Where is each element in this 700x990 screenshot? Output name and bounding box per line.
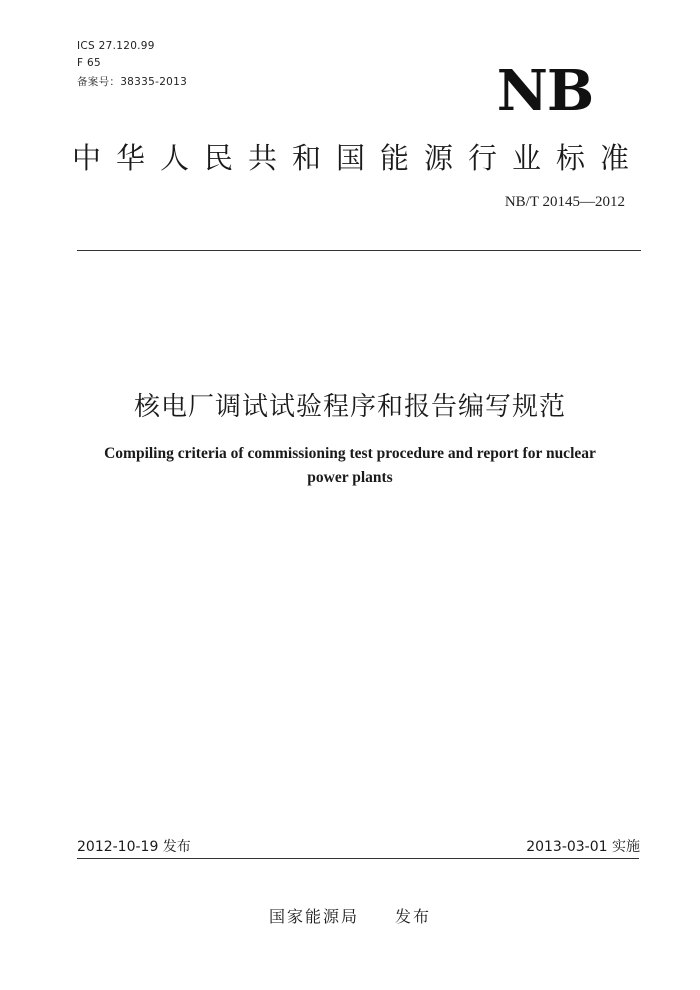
registration-number: 备案号：38335-2013: [77, 76, 188, 88]
top-divider: [77, 250, 641, 251]
nb-logo: NB: [496, 58, 594, 124]
classification-code: F 65: [77, 57, 101, 69]
publisher-line: [0, 904, 700, 927]
issue-date: 2012-10-19 发布: [77, 839, 191, 855]
implementation-date: 2013-03-01 实施: [526, 839, 640, 855]
ics-code: ICS 27.120.99: [77, 40, 155, 52]
standard-category-title: 中华人民共和国能源行业标准: [71, 141, 644, 175]
publisher-name: 国家能源局: [268, 907, 359, 926]
document-title-en-line2: power plants: [307, 469, 393, 486]
bottom-divider: [77, 858, 639, 859]
publisher-action: 发布: [395, 907, 432, 926]
standard-number: NB/T 20145—2012: [504, 194, 625, 210]
document-title-cn: 核电厂调试试验程序和报告编写规范: [133, 392, 566, 422]
document-title-en: [75, 442, 625, 490]
document-title-en-line1: Compiling criteria of commissioning test procedure and report for nuclear: [104, 445, 596, 462]
